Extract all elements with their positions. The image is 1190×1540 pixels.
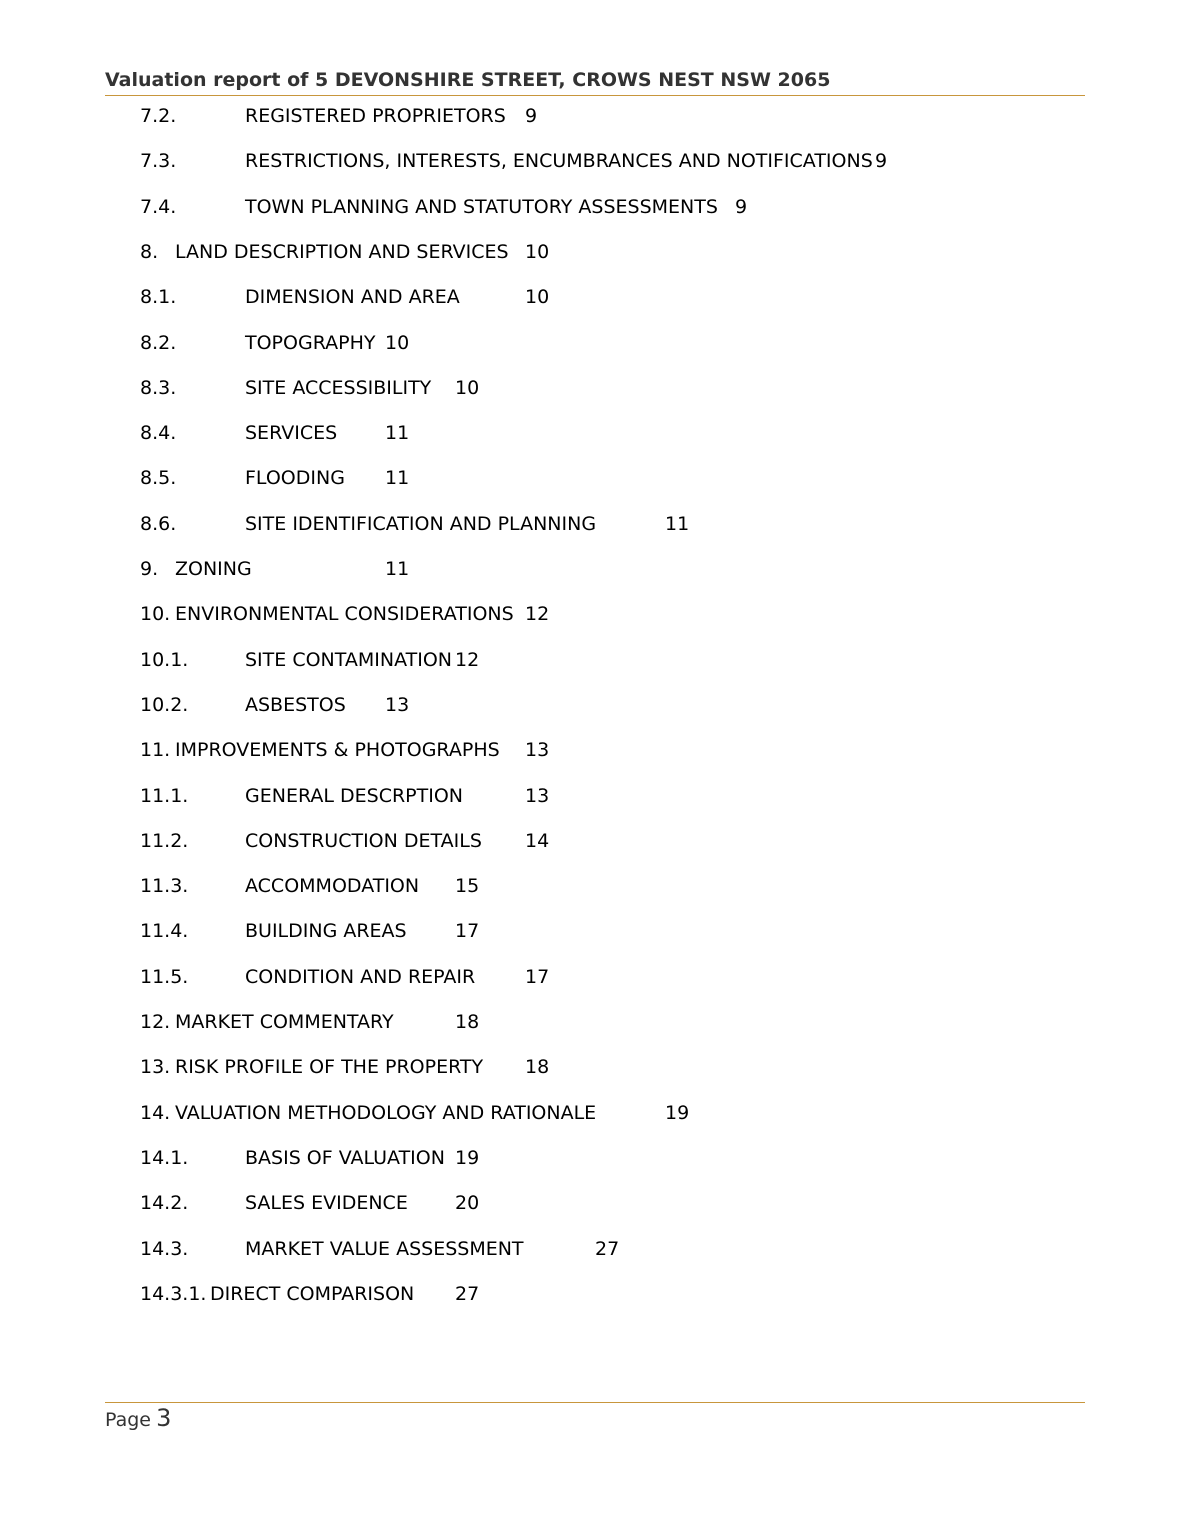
toc-entry-title: RESTRICTIONS, INTERESTS, ENCUMBRANCES AND NOTIFICATIONS [245,150,873,172]
toc-entry-number: 8.1. [140,286,177,308]
toc-entry-page: 11 [385,558,410,580]
toc-entry[interactable] [0,195,1190,219]
toc-entry-number: 14.2. [140,1192,189,1214]
toc-entry-title: LAND DESCRIPTION AND SERVICES [175,241,509,263]
toc-entry-title: DIMENSION AND AREA [245,286,460,308]
toc-entry-number: 7.2. [140,105,177,127]
toc-entry-title: SALES EVIDENCE [245,1192,408,1214]
toc-entry[interactable] [0,602,1190,626]
toc-entry[interactable] [0,1010,1190,1034]
toc-entry-number: 9. [140,558,159,580]
toc-entry-number: 8.2. [140,332,177,354]
toc-entry-number: 10. [140,603,171,625]
toc-entry[interactable] [0,693,1190,717]
toc-entry[interactable] [0,149,1190,173]
toc-entry-page: 15 [455,875,480,897]
toc-entry-title: RISK PROFILE OF THE PROPERTY [175,1056,484,1078]
toc-entry-number: 7.4. [140,196,177,218]
toc-entry-number: 10.2. [140,694,189,716]
toc-entry-number: 13. [140,1056,171,1078]
toc-entry-number: 8.5. [140,467,177,489]
toc-entry-page: 17 [525,966,550,988]
toc-entry-page: 10 [385,332,410,354]
footer-page-label: Page [105,1409,151,1431]
toc-entry[interactable] [0,1282,1190,1306]
toc-entry[interactable] [0,874,1190,898]
toc-entry[interactable] [0,331,1190,355]
toc-entry-number: 8.6. [140,513,177,535]
toc-entry-title: SITE IDENTIFICATION AND PLANNING [245,513,597,535]
toc-entry[interactable] [0,829,1190,853]
toc-entry-title: TOPOGRAPHY [245,332,376,354]
toc-entry-page: 13 [525,785,550,807]
toc-entry-page: 12 [525,603,550,625]
toc-entry[interactable] [0,1237,1190,1261]
toc-entry-page: 11 [385,467,410,489]
toc-entry-title: CONSTRUCTION DETAILS [245,830,482,852]
toc-entry-page: 27 [595,1238,620,1260]
toc-entry-title: SITE CONTAMINATION [245,649,452,671]
toc-entry[interactable] [0,919,1190,943]
toc-entry-page: 9 [525,105,538,127]
toc-entry-page: 18 [455,1011,480,1033]
toc-entry-page: 13 [385,694,410,716]
toc-entry-title: SITE ACCESSIBILITY [245,377,432,399]
toc-entry-number: 12. [140,1011,171,1033]
toc-entry[interactable] [0,285,1190,309]
toc-entry[interactable] [0,648,1190,672]
toc-entry-number: 11.3. [140,875,189,897]
toc-entry[interactable] [0,104,1190,128]
toc-entry-title: TOWN PLANNING AND STATUTORY ASSESSMENTS [245,196,718,218]
toc-entry-page: 13 [525,739,550,761]
toc-entry-page: 9 [735,196,748,218]
toc-entry-number: 11.2. [140,830,189,852]
page-header-title: Valuation report of 5 DEVONSHIRE STREET, CROWS NEST NSW 2065 [105,69,831,91]
footer-page-number: 3 [156,1404,172,1432]
toc-entry[interactable] [0,557,1190,581]
toc-entry-number: 7.3. [140,150,177,172]
toc-entry-number: 8. [140,241,159,263]
toc-entry-page: 14 [525,830,550,852]
toc-entry-page: 11 [665,513,690,535]
toc-entry-number: 14.1. [140,1147,189,1169]
toc-entry-title: MARKET VALUE ASSESSMENT [245,1238,524,1260]
toc-entry-page: 27 [455,1283,480,1305]
toc-entry-number: 8.4. [140,422,177,444]
toc-entry-page: 11 [385,422,410,444]
toc-entry-title: CONDITION AND REPAIR [245,966,476,988]
toc-entry-number: 11.4. [140,920,189,942]
toc-entry-title: ENVIRONMENTAL CONSIDERATIONS [175,603,514,625]
toc-entry-page: 12 [455,649,480,671]
toc-entry-title: BASIS OF VALUATION [245,1147,445,1169]
toc-entry-page: 20 [455,1192,480,1214]
toc-entry-title: ACCOMMODATION [245,875,420,897]
toc-entry[interactable] [0,965,1190,989]
toc-entry-page: 10 [455,377,480,399]
toc-entry-title: SERVICES [245,422,338,444]
toc-entry-number: 11.5. [140,966,189,988]
toc-entry-page: 10 [525,241,550,263]
toc-entry-number: 11. [140,739,171,761]
toc-entry-number: 14.3.1. [140,1283,207,1305]
toc-entry-page: 19 [665,1102,690,1124]
toc-entry-page: 10 [525,286,550,308]
toc-entry[interactable] [0,421,1190,445]
toc-entry-page: 17 [455,920,480,942]
toc-entry-title: MARKET COMMENTARY [175,1011,394,1033]
footer-divider [105,1402,1085,1403]
toc-entry[interactable] [0,466,1190,490]
toc-entry[interactable] [0,376,1190,400]
toc-entry[interactable] [0,1191,1190,1215]
toc-entry-page: 18 [525,1056,550,1078]
toc-entry-number: 14.3. [140,1238,189,1260]
toc-entry[interactable] [0,738,1190,762]
page-footer [105,1404,171,1432]
toc-entry-title: BUILDING AREAS [245,920,407,942]
toc-entry-title: ZONING [175,558,252,580]
toc-entry[interactable] [0,1146,1190,1170]
toc-entry[interactable] [0,784,1190,808]
toc-entry-number: 11.1. [140,785,189,807]
toc-entry-number: 8.3. [140,377,177,399]
toc-entry-title: FLOODING [245,467,345,489]
toc-entry[interactable] [0,1055,1190,1079]
toc-entry-title: GENERAL DESCRPTION [245,785,463,807]
toc-entry[interactable] [0,512,1190,536]
toc-entry-title: REGISTERED PROPRIETORS [245,105,506,127]
toc-entry-title: IMPROVEMENTS & PHOTOGRAPHS [175,739,500,761]
toc-entry-number: 14. [140,1102,171,1124]
toc-entry-title: DIRECT COMPARISON [210,1283,415,1305]
toc-entry[interactable] [0,240,1190,264]
toc-entry-page: 9 [875,150,888,172]
toc-entry-title: VALUATION METHODOLOGY AND RATIONALE [175,1102,597,1124]
toc-entry[interactable] [0,1101,1190,1125]
toc-entry-number: 10.1. [140,649,189,671]
toc-entry-title: ASBESTOS [245,694,346,716]
toc-entry-page: 19 [455,1147,480,1169]
